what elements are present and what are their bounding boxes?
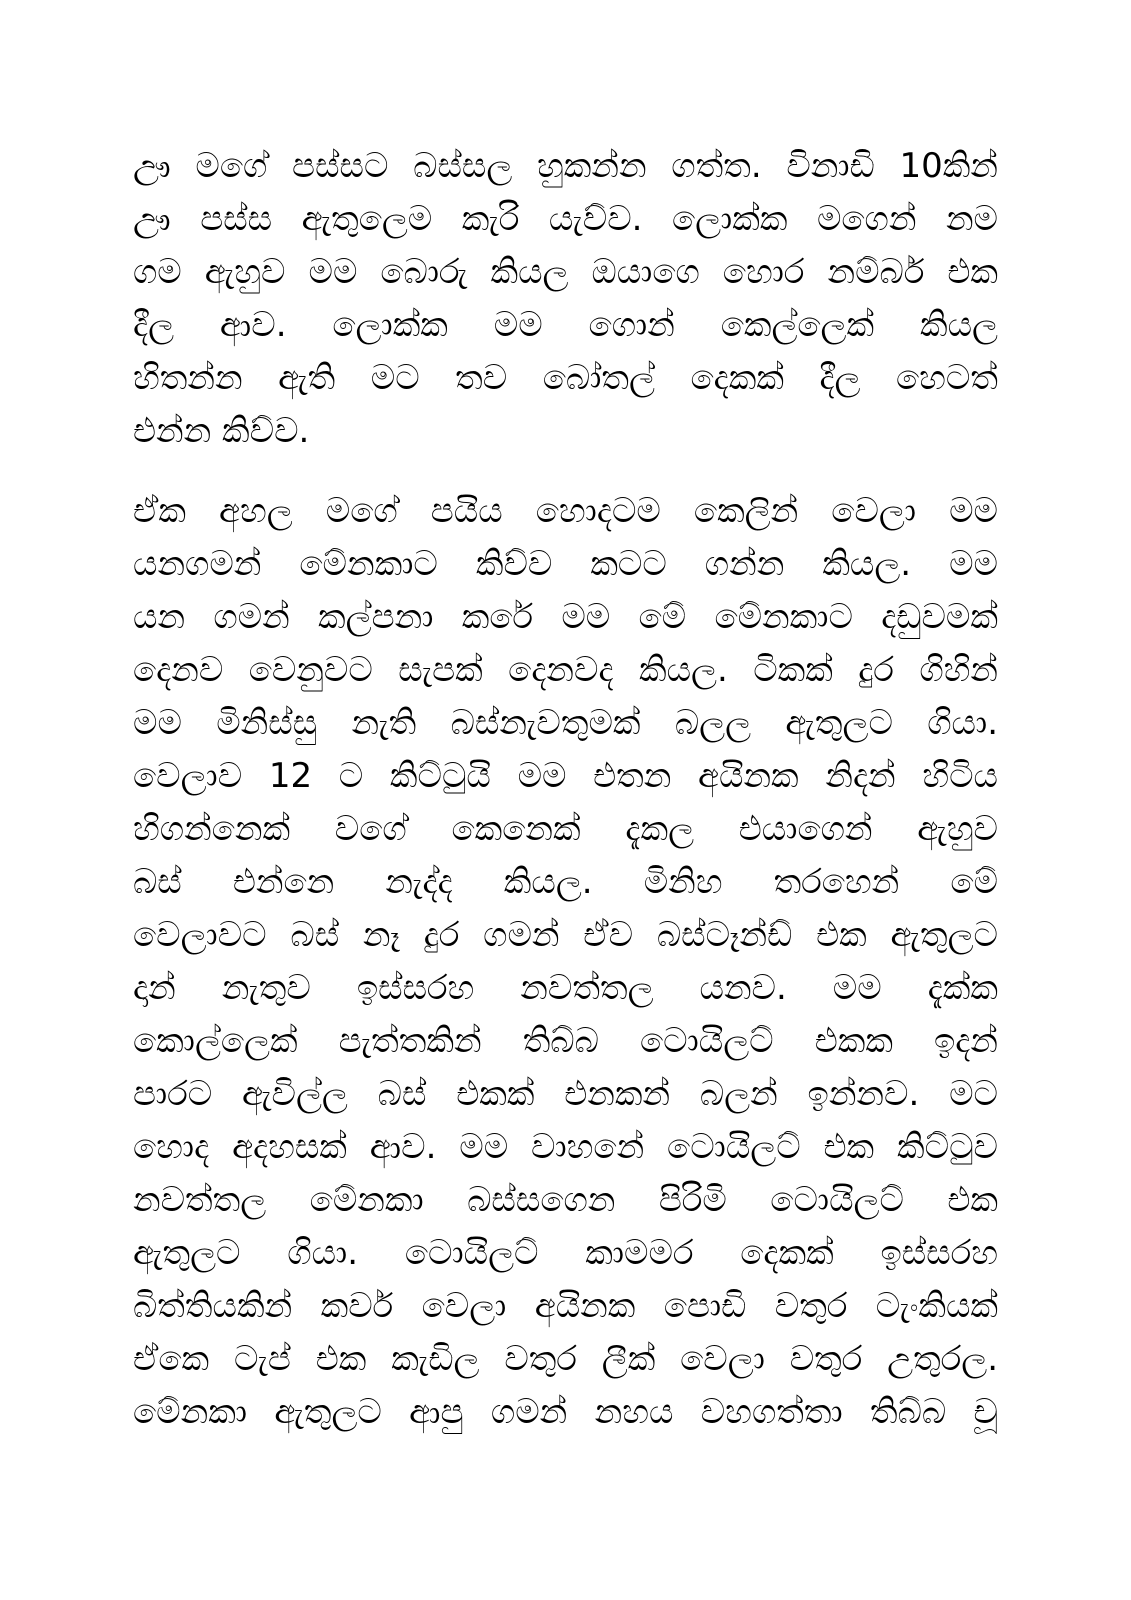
text-line: එන්න කිව්ව.	[133, 411, 310, 451]
text-line: නවත්තල මේනකා බස්සගෙන පිරිමි ටොයිලට් එක	[133, 1180, 998, 1220]
paragraph-1	[133, 140, 998, 458]
text-line: බස් එන්නෙ නැද්ද කියල. මිනිහ තරහෙන් මේ	[133, 862, 998, 902]
text-line: ඒක අහල මගේ පයිය හොදටම කෙලින් වෙලා මම	[133, 491, 998, 531]
text-line: හිතන්න ඇති මට තව බෝතල් දෙකක් දීල හෙටත්	[133, 358, 998, 398]
text-line: ඒකෙ ටැප් එක කැඩිල වතුර ලීක් වෙලා වතුර උතුරල.	[133, 1339, 998, 1379]
text-line: දෙනව වෙනුවට සැපක් දෙනවද කියල. ටිකක් දුර ගිහින්	[133, 650, 998, 690]
paragraph-2	[133, 485, 998, 1439]
text-line: වෙලාවට බස් නෑ දුර ගමන් ඒව බස්ටෑන්ඩ් එක ඇතුලට	[133, 915, 998, 955]
text-line: වෙලාව 12 ට කිට්ටුයි මම එතන අයිනක නිදන් හිටිය	[133, 756, 998, 796]
text-line: ඇතුලට ගියා. ටොයිලට් කාමමර දෙකක් ඉස්සරහ	[133, 1233, 998, 1273]
text-line: පාරට ඇවිල්ල බස් එකක් එනකන් බලන් ඉන්නව. මට	[133, 1074, 998, 1114]
text-line: දීල ආව. ලොක්ක මම ගොන් කෙල්ලෙක් කියල	[133, 305, 998, 345]
text-line: යන ගමන් කල්පනා කරේ මම මේ මේනකාට දඩුවමක්	[133, 597, 998, 637]
text-line: හොද අදහසක් ආව. මම වාහනේ ටොයිලට් එක කිට්ටුව	[133, 1127, 998, 1167]
text-line: කොල්ලෙක් පැත්තකින් තිබ්බ ටොයිලට් එකක ඉදන්	[133, 1021, 998, 1061]
text-line: මම මිනිස්සු නැති බස්නැවතුමක් බලල ඇතුලට ගියා.	[133, 703, 998, 743]
text-line: ගම ඇහුව මම බොරු කියල ඔයාගෙ හොර නම්බර් එක	[133, 252, 998, 292]
text-line: බිත්තියකින් කවර් වෙලා අයිනක පොඩි වතුර ටැංකියක්	[133, 1286, 998, 1326]
text-line: යනගමන් මේනකාට කිව්ව කටට ගන්න කියල. මම	[133, 544, 998, 584]
text-line: දාන් නැතුව ඉස්සරහ නවත්තල යනව. මම දැක්ක	[133, 968, 998, 1008]
text-line: හිගන්නෙක් වගේ කෙනෙක් දැකල එයාගෙන් ඇහුව	[133, 809, 998, 849]
text-line: ඌ පස්ස ඇතුලෙම කැරි යැව්ව. ලොක්ක මගෙන් නම	[133, 199, 998, 239]
text-line: මේනකා ඇතුලට ආපු ගමන් නහය වහගත්තා තිබ්බ චූ	[133, 1392, 998, 1432]
text-line: ඌ මගේ පස්සට බස්සල හුකන්න ගත්ත. විනාඩි 10කින්	[133, 146, 998, 186]
